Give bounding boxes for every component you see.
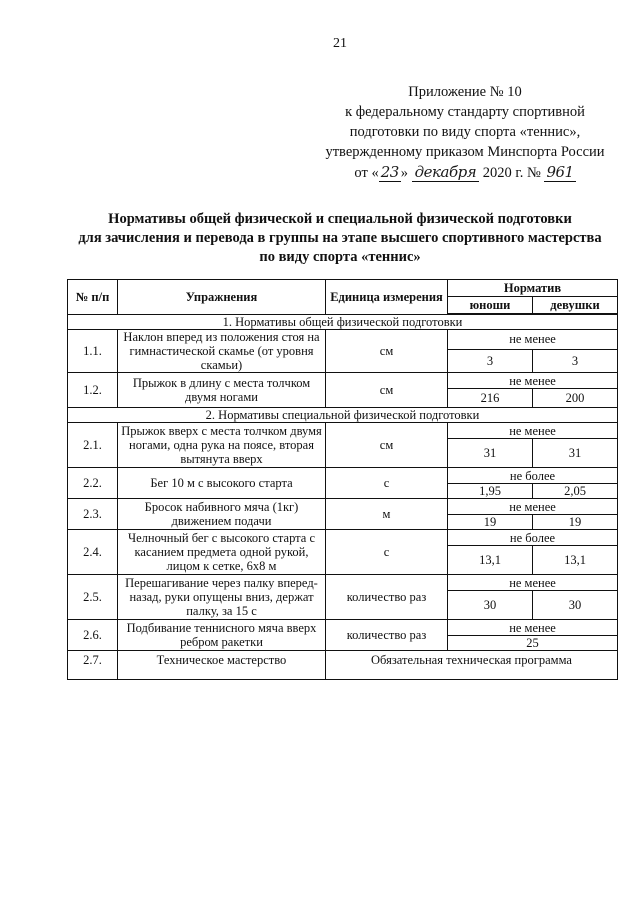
row-condition: не менее <box>448 373 618 389</box>
header-norm: Норматив <box>448 280 618 297</box>
value-girls: 13,1 <box>533 546 618 575</box>
row-condition: не менее <box>448 423 618 439</box>
order-year: 2020 г. № <box>482 165 541 181</box>
value-boys: 31 <box>448 439 533 468</box>
section-title: 1. Нормативы общей физической подготовки <box>68 314 618 330</box>
table-row <box>68 575 618 591</box>
header-girls: девушки <box>533 297 618 315</box>
order-day-handwritten: 23 <box>380 163 399 181</box>
value-boys: 3 <box>448 349 533 372</box>
row-num: 2.4. <box>68 530 118 575</box>
value-boys: 1,95 <box>448 484 533 499</box>
row-num: 1.1. <box>68 330 118 373</box>
value-girls: 3 <box>533 349 618 372</box>
section-title: 2. Нормативы специальной физической подготовки <box>68 408 618 423</box>
section-row-2 <box>68 408 618 423</box>
value-girls: 200 <box>533 389 618 408</box>
row-num: 2.1. <box>68 423 118 468</box>
value-girls: 31 <box>533 439 618 468</box>
value-boys: 13,1 <box>448 546 533 575</box>
row-num: 1.2. <box>68 373 118 408</box>
row-exercise: Подбивание теннисного мяча вверх ребром ракетки <box>118 620 326 651</box>
row-condition: не менее <box>448 499 618 515</box>
table-row <box>68 530 618 546</box>
appendix-line-2: к федеральному стандарту спортивной <box>345 104 585 120</box>
row-unit: см <box>326 373 448 408</box>
row-unit: см <box>326 423 448 468</box>
row-num: 2.7. <box>68 651 118 680</box>
row-unit: см <box>326 330 448 373</box>
row-exercise: Наклон вперед из положения стоя на гимнастической скамье (от уровня скамьи) <box>118 330 326 373</box>
order-month-handwritten: декабря <box>412 163 479 182</box>
row-unit: количество раз <box>326 575 448 620</box>
title-line-3: по виду спорта «теннис» <box>259 249 421 265</box>
row-exercise: Прыжок в длину с места толчком двумя ногами <box>118 373 326 408</box>
header-unit: Единица измерения <box>326 280 448 315</box>
row-num: 2.2. <box>68 468 118 499</box>
row-exercise: Бросок набивного мяча (1кг) движением подачи <box>118 499 326 530</box>
appendix-line-4: утвержденному приказом Минспорта России <box>325 144 605 160</box>
row-unit: с <box>326 468 448 499</box>
row-exercise: Перешагивание через палку вперед-назад, руки опущены вниз, держат палку, за 15 с <box>118 575 326 620</box>
header-boys: юноши <box>448 297 533 315</box>
value-both: 25 <box>448 636 618 651</box>
row-exercise: Челночный бег с высокого старта с касанием предмета одной рукой, лицом к сетке, 6х8 м <box>118 530 326 575</box>
row-condition: не менее <box>448 575 618 591</box>
value-boys: 216 <box>448 389 533 408</box>
row-condition: не более <box>448 468 618 484</box>
table-row <box>68 423 618 439</box>
row-condition: не менее <box>448 330 618 350</box>
title-line-1: Нормативы общей физической и специальной физической подготовки <box>108 211 572 227</box>
table-row <box>68 330 618 350</box>
row-condition: не более <box>448 530 618 546</box>
appendix-line-3: подготовки по виду спорта «теннис», <box>349 124 581 140</box>
appendix-line-1: Приложение № 10 <box>408 84 522 100</box>
title-line-2: для зачисления и перевода в группы на этапе высшего спортивного мастерства <box>78 230 602 246</box>
row-program: Обязательная техническая программа <box>326 651 618 680</box>
appendix-header <box>300 82 630 183</box>
row-num: 2.3. <box>68 499 118 530</box>
table-row <box>68 499 618 515</box>
document-title <box>40 210 640 267</box>
row-num: 2.6. <box>68 620 118 651</box>
page-number: 21 <box>333 36 347 51</box>
row-unit: количество раз <box>326 620 448 651</box>
row-exercise: Техническое мастерство <box>118 651 326 680</box>
header-exercise: Упражнения <box>118 280 326 315</box>
table-row <box>68 468 618 484</box>
value-boys: 30 <box>448 591 533 620</box>
table-row <box>68 373 618 389</box>
row-unit: с <box>326 530 448 575</box>
value-girls: 2,05 <box>533 484 618 499</box>
value-boys: 19 <box>448 515 533 530</box>
row-condition: не менее <box>448 620 618 636</box>
value-girls: 19 <box>533 515 618 530</box>
header-row <box>68 280 618 297</box>
order-number-handwritten: 961 <box>546 163 574 181</box>
header-num: № п/п <box>68 280 118 315</box>
row-num: 2.5. <box>68 575 118 620</box>
order-prefix: от « <box>354 165 379 181</box>
order-line: от « 23 » декабря 2020 г. № 961 <box>354 163 574 181</box>
row-exercise: Прыжок вверх с места толчком двумя ногами, одна рука на поясе, вторая вытянута вверх <box>118 423 326 468</box>
table-row <box>68 651 618 680</box>
norms-table <box>67 279 618 680</box>
value-girls: 30 <box>533 591 618 620</box>
row-exercise: Бег 10 м с высокого старта <box>118 468 326 499</box>
table-row <box>68 620 618 636</box>
section-row-1 <box>68 314 618 330</box>
row-unit: м <box>326 499 448 530</box>
